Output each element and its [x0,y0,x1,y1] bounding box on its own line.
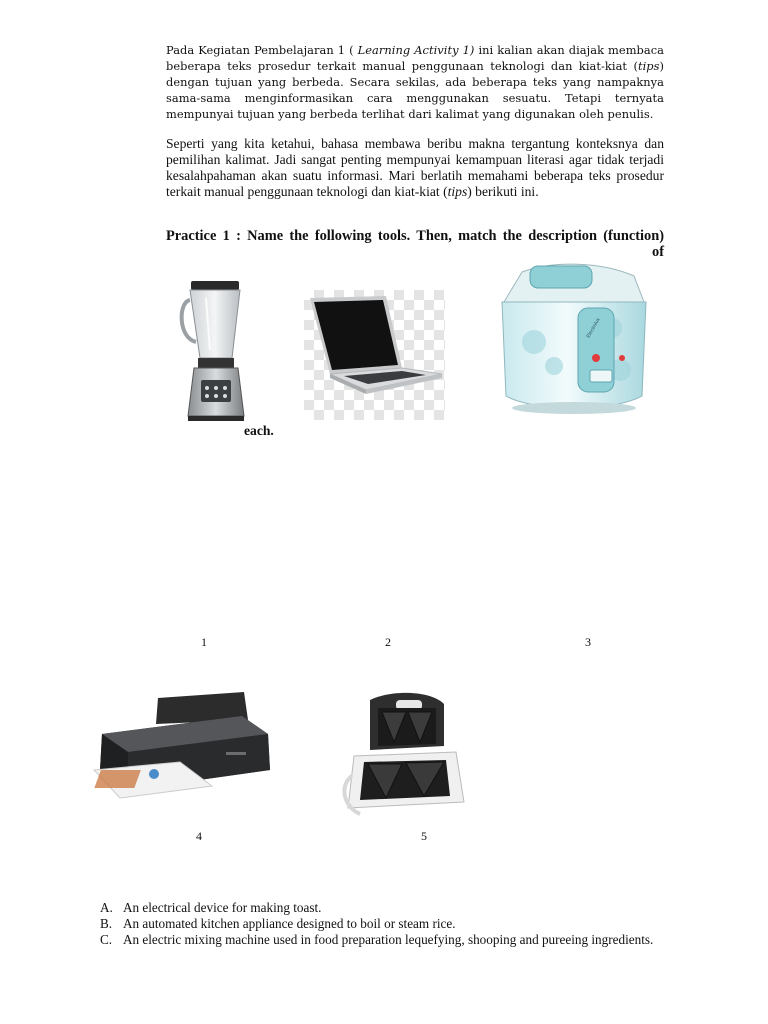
description-letter-a: A. [100,900,113,915]
description-item-c [100,932,660,948]
tool-number-5: 5 [421,829,427,843]
intro-paragraph [166,42,664,122]
description-item-a [100,900,660,916]
tool-number-2: 2 [385,635,391,649]
tool-number-3: 3 [585,635,591,649]
printer-image [92,690,272,802]
second-tips-term: tips [447,184,468,199]
second-paragraph [166,136,664,200]
rice-cooker-image [494,262,654,418]
tool-number-1: 1 [201,635,207,649]
description-text-b: An automated kitchen appliance designed to boil or steam rice. [123,916,456,931]
second-text-end: ) berikuti ini. [467,184,539,199]
second-text-start: Seperti yang kita ketahui, bahasa membawa beribu makna tergantung konteksnya dan pemilihan kalimat. Jadi sangat penting mempunyai kemampuan literasi agar tidak terjadi kesalahpahaman akan suatu informasi. Mari berlatih memahami beberapa teks prosedur terkait manual penggunaan teknologi dan kiat-kiat ( [166,136,664,199]
intro-text-middle: ini kalian akan diajak membaca beberapa teks prosedur terkait manual penggunaan teknologi dan kiat-kiat ( [166,43,665,73]
rice-cooker-logo: Electrolux [585,317,602,340]
practice-heading-line2: of [652,244,664,260]
description-list [100,900,660,948]
blender-image [174,276,250,424]
intro-italic-term: Learning Activity 1) [357,43,475,57]
intro-tips-term: tips [637,59,660,73]
description-letter-c: C. [100,932,113,947]
laptop-image [304,290,445,420]
sandwich-toaster-image [340,690,466,828]
tool-number-4: 4 [196,829,202,843]
description-text-a: An electrical device for making toast. [123,900,322,915]
intro-text-start: Pada Kegiatan Pembelajaran 1 ( [166,43,358,57]
practice-heading [166,228,664,260]
description-item-b [100,916,660,932]
description-letter-b: B. [100,916,113,931]
description-text-c: An electric mixing machine used in food preparation lequefying, shooping and pureeing ingredients. [123,932,654,947]
practice-heading-line1: Practice 1 : Name the following tools. Then, match the description (function) [166,228,664,244]
intro-text-end: ) dengan tujuan yang berbeda. Secara sekilas, ada beberapa teks yang nampaknya sama-sama menginformasikan cara menggunakan sesuatu. Tetapi ternyata mempunyai tujuan yang berbeda terlihat dari kalimat yang digunakan oleh penulis. [166,59,664,121]
practice-heading-each: each. [244,423,274,438]
